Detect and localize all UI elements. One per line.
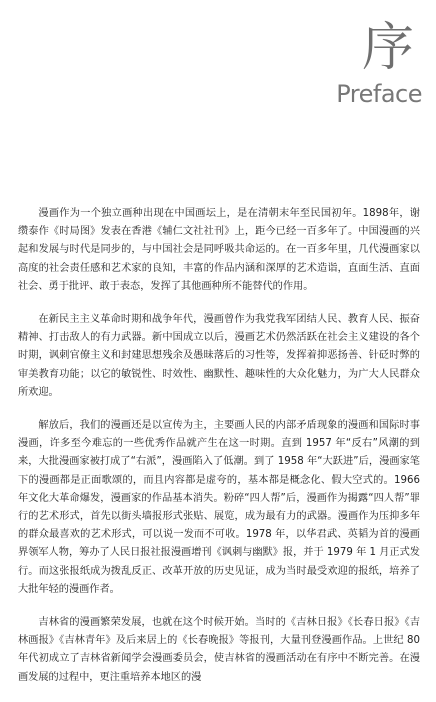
preface-body xyxy=(18,205,420,702)
paragraph-4: 吉林省的漫画繁荣发展，也就在这个时候开始。当时的《吉林日报》《长春日报》《吉林画报》《吉林青年》及后来居上的《长春晚报》等报刊，大量刊登漫画作品。上世纪 80 年代初成立了吉林省新闻学会漫画委员会，使吉林省的漫画活动在有序中不断完善。在漫画发展的过程中，更注重培养本地区的漫 xyxy=(18,617,420,683)
paragraph-2: 在新民主主义革命时期和战争年代，漫画曾作为我党我军团结人民、教育人民、振奋精神、打击敌人的有力武器。新中国成立以后，漫画艺术仍然活跃在社会主义建设的各个时期，讽刺官僚主义和封建思想残余及愚昧落后的习性等，发挥着抑恶扬善、针砭时弊的审美教育功能；以它的敏锐性、时效性、幽默性、趣味性的大众化魅力，为广大人民群众所欢迎。 xyxy=(18,314,420,398)
paragraph-3: 解放后，我们的漫画还是以宣传为主，主要画人民的内部矛盾现象的漫画和国际时事漫画，许多至今难忘的一些优秀作品就产生在这一时期。直到 1957 年“反右”风潮的到来，大批漫画家被打成了“右派”，漫画陷入了低潮。到了 1958 年“大跃进”后，漫画家笔下的漫画都是正面歌颂的，而且内容都是虚夸的，基本都是概念化、假大空式的。1966 年文化大革命爆发，漫画家的作品基本消失。粉碎“四人帮”后，漫画作为揭露“四人帮”罪行的艺术形式，首先以街头墙报形式张贴、展览，成为最有力的武器。漫画作为压抑多年的群众最喜欢的艺术形式，可以说一发而不可收。1978 年，以华君武、英韬为首的漫画界领军人物，筹办了人民日报社报漫画增刊《讽刺与幽默》报，并于 1979 年 1 月正式发行。而这张报纸成为拨乱反正、改革开放的历史见证，成为当时最受欢迎的报纸，培养了大批年轻的漫画作者。 xyxy=(18,420,420,595)
preface-title-english: Preface xyxy=(336,80,422,108)
preface-title-chinese: 序 xyxy=(361,18,414,78)
paragraph-1: 漫画作为一个独立画种出现在中国画坛上，是在清朝末年至民国初年。1898年，谢缵泰作《时局图》发表在香港《辅仁文社社刊》上，距今已经一百多年了。中国漫画的兴起和发展与时代是同步的，与中国社会是同呼吸共命运的。在一百多年里，几代漫画家以高度的社会责任感和艺术家的良知，丰富的作品内涵和深厚的艺术造诣，直面生活、直面社会、勇于批评、敢于表态，发挥了其他画种所不能替代的作用。 xyxy=(18,208,420,292)
page-header xyxy=(272,18,422,113)
